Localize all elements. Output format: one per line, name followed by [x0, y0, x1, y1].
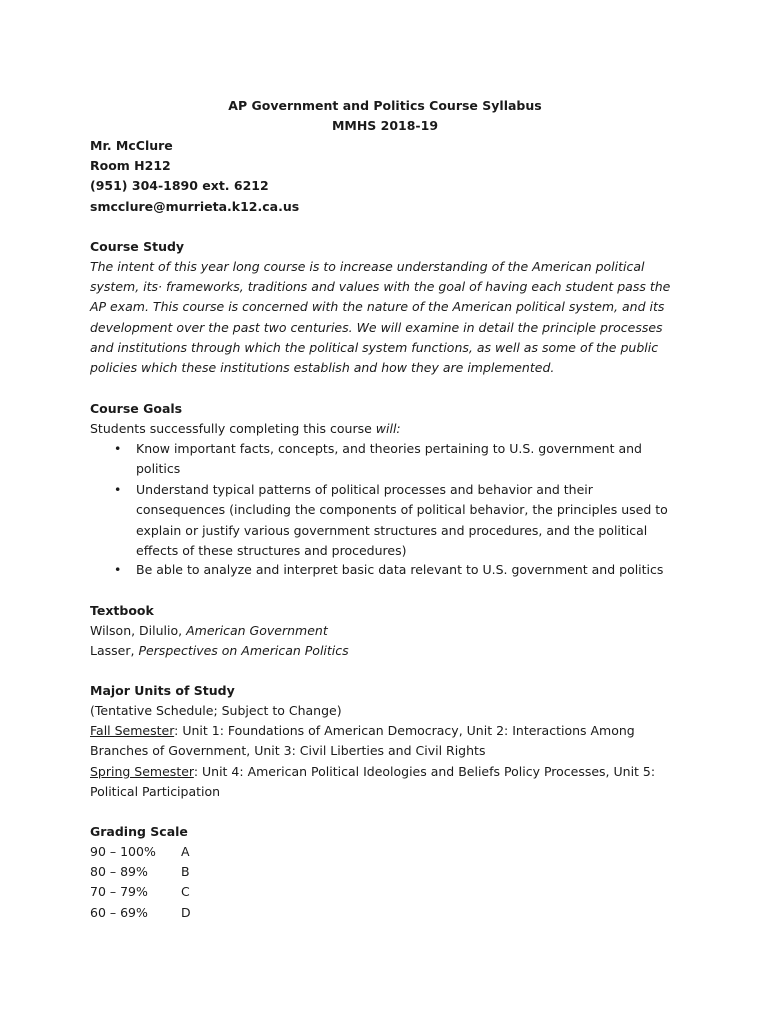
grade-range: 70 – 79% [90, 884, 148, 899]
units-heading: Major Units of Study [90, 683, 235, 698]
bullet-icon: • [114, 562, 122, 577]
grade-letter: A [181, 844, 190, 859]
course-goals-intro [90, 419, 401, 439]
textbook-authors: Wilson, Dilulio, [90, 623, 187, 638]
grade-letter: D [181, 905, 191, 920]
spring-semester-label: Spring Semester [90, 764, 194, 779]
bullet-icon: • [114, 441, 122, 456]
grading-scale-heading: Grading Scale [90, 824, 188, 839]
fall-semester-label: Fall Semester [90, 723, 175, 738]
spring-semester-text: : Unit 4: American Political Ideologies and Beliefs Policy Processes, Unit 5: Political Participation [90, 764, 656, 800]
course-study-text: The intent of this year long course is to increase understanding of the American political system, its· frameworks, traditions and values with the goal of having each student pass the AP exam. This course is concerned with the nature of the American political system, and its development over the past two centuries. We will examine in detail the principle processes and institutions through which the political system functions, as well as some of the public policies which these institutions establish and how they are implemented. [90, 259, 671, 376]
phone-number: (951) 304-1890 ext. 6212 [90, 178, 269, 193]
course-goals-intro-emphasis: will: [375, 421, 401, 436]
grade-range: 90 – 100% [90, 844, 156, 859]
grade-range: 80 – 89% [90, 864, 148, 879]
room-number: Room H212 [90, 158, 171, 173]
textbook-entry [90, 621, 328, 641]
grade-letter: C [181, 884, 190, 899]
goal-item: Be able to analyze and interpret basic data relevant to U.S. government and politics [136, 562, 664, 577]
bullet-icon: • [114, 482, 122, 497]
document-title: AP Government and Politics Course Syllabus [228, 98, 542, 113]
fall-semester-units [90, 721, 690, 761]
textbook-heading: Textbook [90, 603, 154, 618]
fall-semester-text: : Unit 1: Foundations of American Democracy, Unit 2: Interactions Among Branches of Government, Unit 3: Civil Liberties and Civil Rights [90, 723, 635, 759]
course-goals-intro-text: Students successfully completing this course [90, 421, 376, 436]
email-address: smcclure@murrieta.k12.ca.us [90, 199, 300, 214]
goal-item: Know important facts, concepts, and theories pertaining to U.S. government and politics [136, 441, 642, 477]
goal-item: Understand typical patterns of political processes and behavior and their consequences (including the components of political behavior, the principles used to explain or justify various government structures and procedures, and the political effects of these structures and procedures) [136, 482, 668, 558]
textbook-title: Perspectives on American Politics [138, 643, 349, 658]
course-goals-heading: Course Goals [90, 401, 183, 416]
grade-range: 60 – 69% [90, 905, 148, 920]
teacher-name: Mr. McClure [90, 138, 173, 153]
textbook-authors: Lasser, [90, 643, 139, 658]
units-note: (Tentative Schedule; Subject to Change) [90, 703, 342, 718]
textbook-title: American Government [186, 623, 328, 638]
textbook-entry [90, 641, 349, 661]
spring-semester-units [90, 762, 690, 802]
document-subtitle: MMHS 2018-19 [331, 118, 439, 133]
grade-letter: B [181, 864, 190, 879]
course-study-heading: Course Study [90, 239, 185, 254]
